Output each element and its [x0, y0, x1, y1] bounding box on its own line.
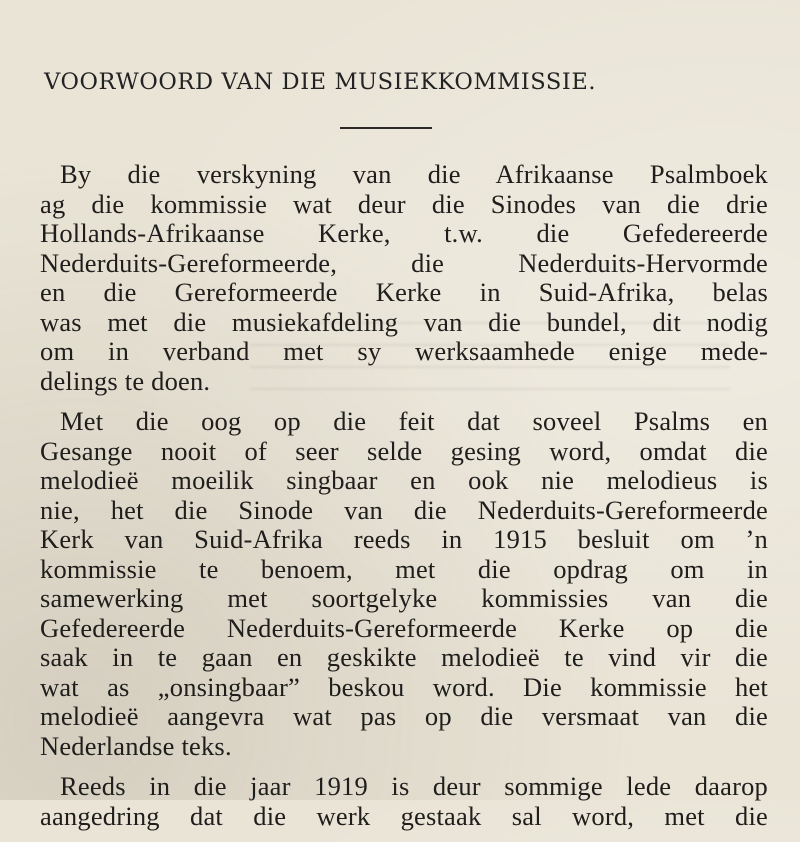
bleed-through-text [150, 0, 770, 60]
paragraph [40, 160, 768, 396]
text-line: wat as „onsingbaar” beskou word. Die kommissie het [40, 671, 768, 702]
paragraph [40, 407, 768, 761]
text-line: Reeds in die jaar 1919 is deur sommige lede daarop [60, 771, 768, 801]
text-line: saak in te gaan en geskikte melodieë te vind vir die [40, 642, 768, 672]
text-line: Met die oog op die feit dat soveel Psalms en [60, 406, 768, 436]
text-line: en die Gereformeerde Kerke in Suid-Afrika, belas [40, 277, 768, 307]
text-line: samewerking met soortgelyke kommissies van die [40, 583, 768, 613]
paragraph [40, 772, 768, 831]
text-line: melodieë moeilik singbaar en ook nie melodieus is [40, 465, 768, 495]
text-line: Nederduits-Gereformeerde, die Nederduits-Hervormde [40, 247, 768, 278]
text-line: By die verskyning van die Afrikaanse Psalmboek [60, 159, 768, 189]
text-line: delings te doen. [40, 365, 211, 396]
text-line: Gefedereerde Nederduits-Gereformeerde Kerke op die [40, 612, 768, 643]
text-line: was met die musiekafdeling van die bundel, dit nodig [40, 306, 768, 337]
page-heading: VOORWOORD VAN DIE MUSIEKKOMMISSIE. [44, 69, 597, 95]
text-line: aangedring dat die werk gestaak sal word, met die [40, 800, 768, 831]
body-text [40, 160, 768, 842]
heading-rule [340, 127, 432, 129]
text-line: nie, het die Sinode van die Nederduits-Gereformeerde [40, 494, 768, 525]
text-line: ag die kommissie wat deur die Sinodes van die drie [40, 188, 768, 219]
text-line: kommissie te benoem, met die opdrag om in [40, 553, 768, 584]
text-line: om in verband met sy werksaamhede enige mede- [40, 336, 768, 366]
text-line: Nederlandse teks. [40, 730, 232, 761]
text-line: melodieë aangevra wat pas op die versmaat van die [40, 701, 768, 731]
text-line: Hollands-Afrikaanse Kerke, t.w. die Gefedereerde [40, 218, 768, 248]
text-line: Kerk van Suid-Afrika reeds in 1915 besluit om ’n [40, 524, 768, 554]
text-line: Gesange nooit of seer selde gesing word, omdat die [40, 435, 768, 466]
